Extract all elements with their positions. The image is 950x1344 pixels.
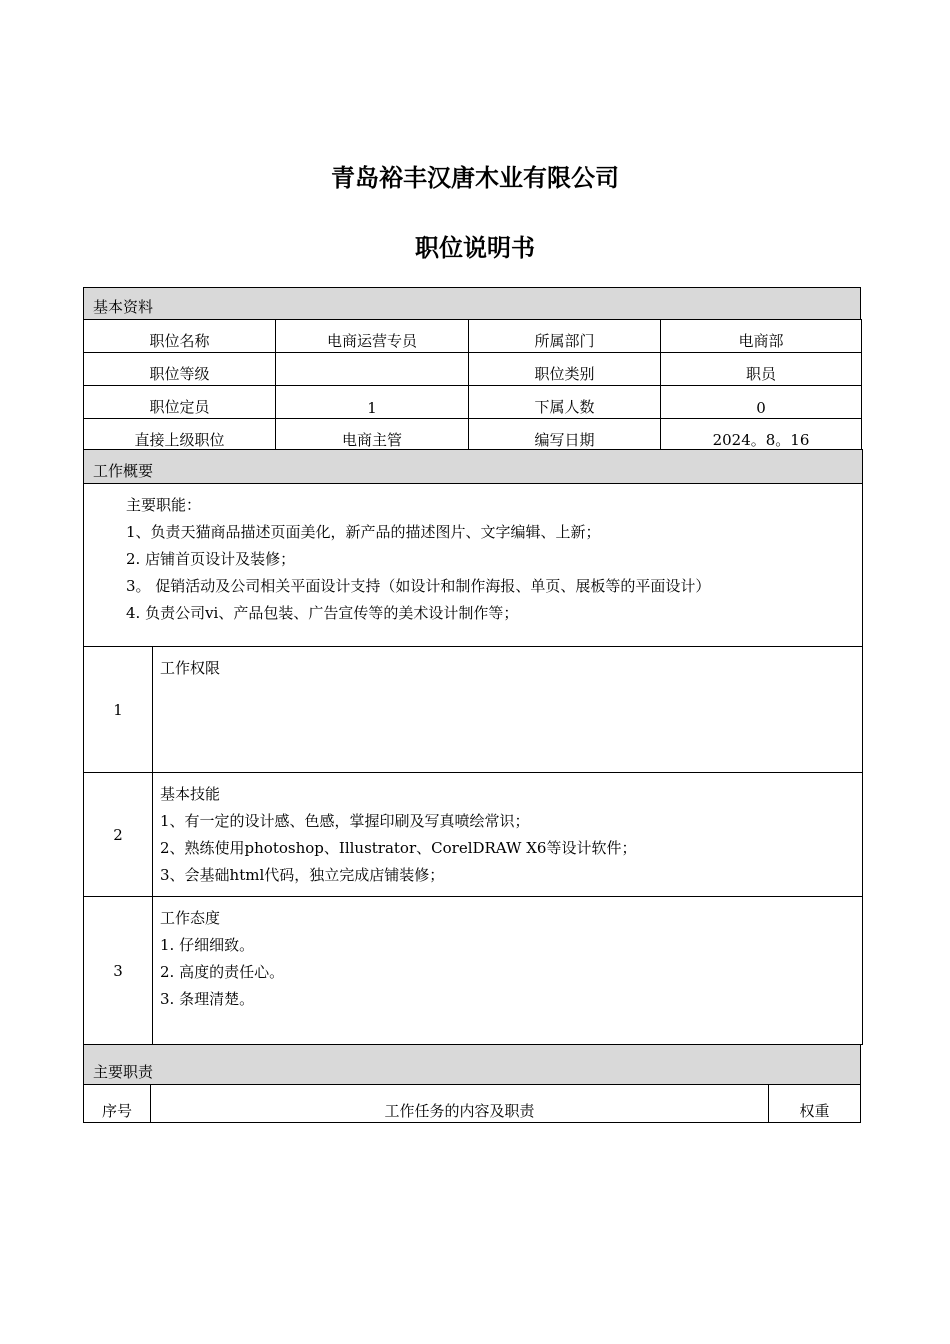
basic-info-table xyxy=(83,319,862,452)
field-label: 职位名称 xyxy=(84,320,276,353)
block-number: 1 xyxy=(84,647,153,772)
block-line: 1、有一定的设计感、色感，掌握印刷及写真喷绘常识； xyxy=(160,812,530,830)
field-label: 职位定员 xyxy=(84,386,276,419)
block-line: 3. 条理清楚。 xyxy=(160,990,255,1008)
field-label: 下属人数 xyxy=(469,386,661,419)
block-heading: 基本技能 xyxy=(160,785,221,803)
overview-line: 2. 店铺首页设计及装修； xyxy=(126,550,296,568)
table-row xyxy=(84,386,862,419)
section-duties xyxy=(83,1044,861,1085)
section-basic-info xyxy=(83,287,861,320)
block-line: 1. 仔细细致。 xyxy=(160,936,255,954)
field-value: 职员 xyxy=(661,353,862,386)
overview-line: 主要职能： xyxy=(126,496,202,514)
block-line: 2. 高度的责任心。 xyxy=(160,963,285,981)
overview-line: 3。 促销活动及公司相关平面设计支持（如设计和制作海报、单页、展板等的平面设计） xyxy=(126,577,711,595)
duties-header-row xyxy=(83,1084,861,1123)
block-permissions xyxy=(83,646,863,773)
block-number: 2 xyxy=(84,773,153,896)
header-index: 序号 xyxy=(84,1085,151,1122)
field-label: 职位类别 xyxy=(469,353,661,386)
block-attitude xyxy=(83,896,863,1045)
header-weight: 权重 xyxy=(799,1102,830,1120)
field-value: 电商主管 xyxy=(276,419,469,452)
overview-box xyxy=(83,483,863,647)
overview-line: 1、负责天猫商品描述页面美化，新产品的描述图片、文字编辑、上新； xyxy=(126,523,601,541)
block-heading: 工作态度 xyxy=(160,909,221,927)
table-row xyxy=(84,320,862,353)
block-heading: 工作权限 xyxy=(160,659,221,677)
block-line: 3、会基础html代码，独立完成店铺装修； xyxy=(160,866,445,884)
field-value: 电商运营专员 xyxy=(276,320,469,353)
block-line: 2、熟练使用photoshop、Illustrator、CorelDRAW X6等设计软件； xyxy=(160,839,637,857)
section-overview xyxy=(83,449,863,484)
header-task: 工作任务的内容及职责 xyxy=(151,1085,769,1122)
overview-line: 4. 负责公司vi、产品包装、广告宣传等的美术设计制作等； xyxy=(126,604,519,622)
field-label: 所属部门 xyxy=(469,320,661,353)
field-value: 1 xyxy=(276,386,469,419)
field-value: 0 xyxy=(661,386,862,419)
field-label: 编写日期 xyxy=(469,419,661,452)
field-value: 电商部 xyxy=(661,320,862,353)
section-overview-label: 工作概要 xyxy=(93,462,154,480)
field-label: 直接上级职位 xyxy=(84,419,276,452)
field-label: 职位等级 xyxy=(84,353,276,386)
document-title: 职位说明书 xyxy=(415,234,535,262)
table-row xyxy=(84,419,862,452)
section-duties-label: 主要职责 xyxy=(93,1063,154,1081)
table-row xyxy=(84,353,862,386)
company-name: 青岛裕丰汉唐木业有限公司 xyxy=(331,164,619,192)
block-number: 3 xyxy=(84,897,153,1044)
block-skills xyxy=(83,772,863,897)
field-value: 2024。8。16 xyxy=(661,419,862,452)
section-basic-info-label: 基本资料 xyxy=(93,298,154,316)
field-value xyxy=(276,353,469,386)
